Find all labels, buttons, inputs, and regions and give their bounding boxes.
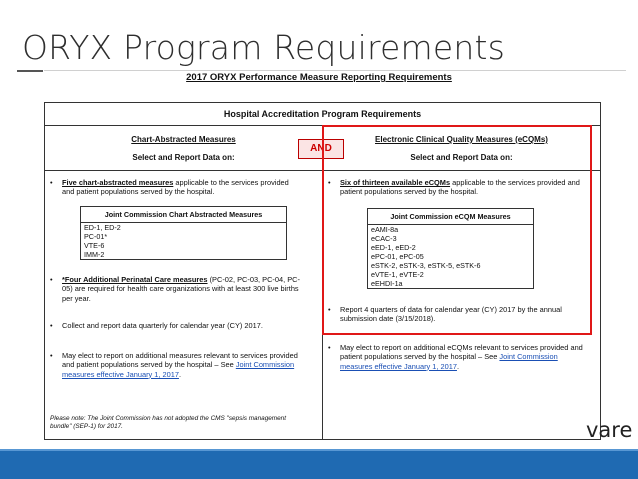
table-row: eED-1, eED-2 (368, 243, 534, 252)
right-bullet-3-end: . (456, 361, 460, 371)
right-bullet-2-text: Report 4 quarters of data for calendar year (CY) 2017 by the annual submission date (3/15/2018). (340, 305, 562, 324)
left-subheading: Select and Report Data on: (132, 153, 235, 162)
right-heading: Electronic Clinical Quality Measures (eCQMs) (375, 135, 548, 144)
left-bullet-4-text: May elect to report on additional measures relevant to services provided and patient populations served by the hospital – See (62, 351, 298, 370)
left-column-header (45, 135, 322, 163)
left-bullet-3: • Collect and report data quarterly for calendar year (CY) 2017. (50, 321, 300, 330)
table-row: IMM-2 (81, 250, 287, 260)
left-measures-link[interactable]: Joint Commission measures effective January 1, 2017 (62, 360, 295, 379)
right-subheading: Select and Report Data on: (410, 153, 513, 162)
table-row: VTE-6 (81, 241, 287, 250)
left-bullet-4-end: . (178, 369, 182, 379)
right-bullet-3: • May elect to report on additional eCQMs relevant to services provided and patient populations served by the hospital – See Joint Commission measures effective January 1, 2017. (328, 343, 583, 371)
table-row: ePC-01, ePC-05 (368, 252, 534, 261)
left-bullet-2-text: (PC-02, PC-03, PC-04, PC-05) are required for health care organizations with at least 300 live births per year. (62, 275, 300, 303)
left-bullet-2-bold: *Four Additional Perinatal Care measures (62, 275, 208, 284)
left-bullet-1: • Five chart-abstracted measures applicable to the services provided and patient populations served by the hospital. (50, 178, 289, 197)
table-row: ED-1, ED-2 (81, 223, 287, 233)
footer-bar (0, 449, 638, 479)
table-header: Joint Commission Chart Abstracted Measures (81, 207, 287, 223)
left-bullet-1-text: applicable to the services provided and patient populations served by the hospital. (62, 178, 289, 197)
right-measures-link[interactable]: Joint Commission measures effective January 1, 2017 (340, 352, 558, 371)
slide-title: ORYX Program Requirements (22, 28, 506, 67)
brand-watermark: vare (586, 418, 633, 442)
table-row: PC-01* (81, 232, 287, 241)
ecqm-highlight-box (322, 125, 592, 335)
right-bullet-1-text: applicable to the services provided and patient populations served by the hospital. (340, 178, 580, 197)
table-row: eVTE-1, eVTE-2 (368, 270, 534, 279)
and-badge: AND (298, 139, 344, 159)
document-title: 2017 ORYX Performance Measure Reporting Requirements (186, 72, 452, 83)
footer-stripe (0, 449, 638, 451)
left-bullet-4: • May elect to report on additional measures relevant to services provided and patient populations served by the hospital – See Joint Commission measures effective January 1, 2017. (50, 351, 298, 379)
document-header: Hospital Accreditation Program Requirements (45, 103, 600, 126)
title-divider (44, 70, 626, 71)
right-bullet-3-text: May elect to report on additional eCQMs relevant to services provided and patient populations served by the hospital – See (340, 343, 583, 362)
table-header: Joint Commission eCQM Measures (368, 209, 534, 225)
right-bullet-1: • Six of thirteen available eCQMs applicable to the services provided and patient populations served by the hospital. (328, 178, 580, 197)
table-row: eCAC-3 (368, 234, 534, 243)
right-bullet-1-bold: Six of thirteen available eCQMs (340, 178, 451, 187)
left-bullet-3-text: Collect and report data quarterly for calendar year (CY) 2017. (62, 321, 263, 330)
table-row: eSTK-2, eSTK-3, eSTK-5, eSTK-6 (368, 261, 534, 270)
left-heading: Chart-Abstracted Measures (131, 135, 236, 144)
right-bullet-2: • Report 4 quarters of data for calendar year (CY) 2017 by the annual submission date (3/15/2018). (328, 305, 590, 324)
left-bullet-1-bold: Five chart-abstracted measures (62, 178, 174, 187)
left-bullet-2: • *Four Additional Perinatal Care measures (PC-02, PC-03, PC-04, PC-05) are required for health care organizations with at least 300 live births per year. (50, 275, 300, 303)
table-row: eEHDI-1a (368, 279, 534, 289)
chart-abstracted-measures-table (80, 206, 287, 260)
table-row: eAMI-8a (368, 225, 534, 235)
sepsis-note: Please note: The Joint Commission has not adopted the CMS "sepsis management bundle" (SEP-1) for 2017. (50, 415, 287, 430)
